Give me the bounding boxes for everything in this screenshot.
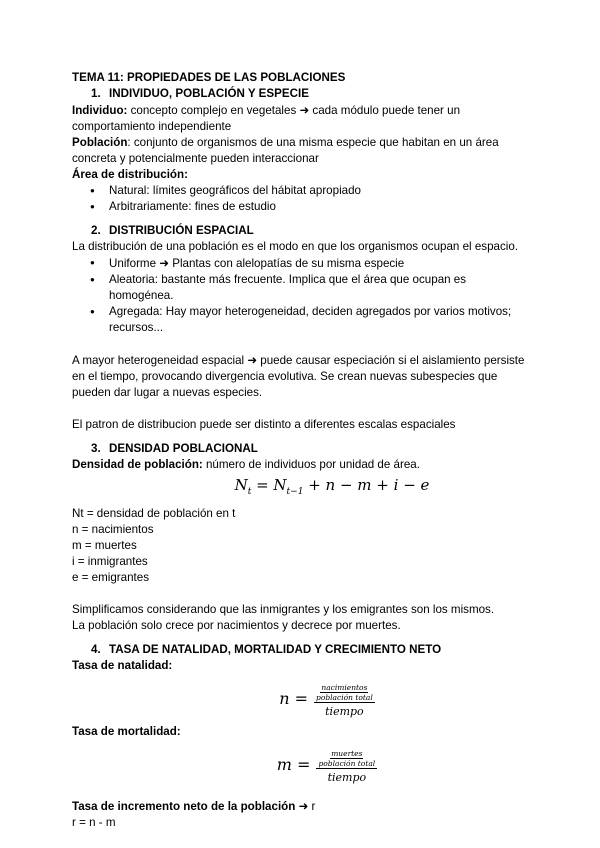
section-1-heading bbox=[91, 86, 532, 102]
natalidad-numerator bbox=[314, 678, 375, 703]
legend-line: Nt = densidad de población en t bbox=[72, 507, 236, 520]
natalidad-formula bbox=[72, 678, 532, 720]
list-item: ● Natural: límites geográficos del hábitat apropiado bbox=[72, 183, 532, 199]
densidad-text: número de individuos por unidad de área. bbox=[202, 458, 420, 471]
arrow-icon: ➜ bbox=[298, 799, 309, 813]
eq-equals: = bbox=[251, 476, 274, 494]
individuo-label: Individuo: bbox=[72, 104, 128, 117]
legend-line: n = nacimientos bbox=[72, 523, 154, 536]
natalidad-inner-den: población total bbox=[316, 693, 373, 702]
section-2-title: DISTRIBUCIÓN ESPACIAL bbox=[109, 224, 254, 237]
area-list bbox=[72, 183, 532, 215]
poblacion-text: : conjunto de organismos de una misma especie que habitan en un área concreta y potencialmente pueden interaccionar bbox=[72, 136, 499, 165]
mortalidad-denominator: tiempo bbox=[327, 771, 367, 784]
section-2-number: 2. bbox=[91, 224, 101, 237]
section-4-title: TASA DE NATALIDAD, MORTALIDAD Y CRECIMIENTO NETO bbox=[109, 643, 442, 656]
natalidad-denominator: tiempo bbox=[325, 705, 364, 718]
natalidad-fraction bbox=[314, 678, 375, 720]
arrow-icon: ➜ bbox=[247, 353, 258, 367]
mortalidad-numerator bbox=[316, 744, 377, 769]
mortalidad-formula bbox=[72, 744, 532, 786]
incremento-line bbox=[72, 798, 532, 815]
eq-n: N bbox=[234, 476, 248, 494]
population-equation bbox=[72, 475, 532, 502]
simplificamos-line: Simplificamos considerando que las inmigrantes y los emigrantes son los mismos. bbox=[72, 603, 495, 616]
section-3-title: DENSIDAD POBLACIONAL bbox=[109, 442, 258, 455]
natalidad-inner-num: nacimientos bbox=[321, 683, 368, 692]
natalidad-label: Tasa de natalidad: bbox=[72, 659, 173, 672]
incremento-label: Tasa de incremento neto de la población bbox=[72, 800, 299, 813]
list-item: ● Agregada: Hay mayor heterogeneidad, deciden agregados por varios motivos; recursos... bbox=[72, 304, 532, 336]
list-item: ● Arbitrariamente: fines de estudio bbox=[72, 199, 532, 215]
distribucion-list bbox=[72, 255, 532, 336]
list-item: ● Aleatoria: bastante más frecuente. Implica que el área que ocupan es homogénea. bbox=[72, 272, 532, 304]
crecimiento-line: La población solo crece por nacimientos y decrece por muertes. bbox=[72, 619, 401, 632]
section-4-heading bbox=[91, 642, 532, 658]
incremento-r: r bbox=[308, 800, 316, 813]
mortalidad-inner-den: población total bbox=[318, 759, 376, 768]
mortalidad-inner-num: muertes bbox=[331, 749, 363, 758]
section-3-heading bbox=[91, 441, 532, 457]
individuo-text-a: concepto complejo en vegetales bbox=[127, 104, 300, 117]
document-page bbox=[72, 70, 532, 831]
section-1-number: 1. bbox=[91, 87, 101, 100]
legend-line: m = muertes bbox=[72, 539, 137, 552]
arrow-icon: ➜ bbox=[159, 256, 169, 270]
mortalidad-label: Tasa de mortalidad: bbox=[72, 725, 181, 738]
para-text-b: puede causar especiación si el aislamiento persiste en el tiempo, provocando divergencia evolutiva. Se crean nuevas subespecies que pueden dar lugar a nuevas especies. bbox=[72, 354, 525, 399]
area-label: Área de distribución: bbox=[72, 168, 188, 181]
section-2-heading bbox=[91, 223, 532, 239]
distribucion-intro: La distribución de una población es el modo en que los organismos ocupan el espacio. bbox=[72, 240, 519, 253]
eq-sub-t1: t−1 bbox=[286, 487, 304, 497]
eq-n2: N bbox=[273, 476, 287, 494]
eq-sub-t: t bbox=[247, 487, 252, 497]
doc-title: TEMA 11: PROPIEDADES DE LAS POBLACIONES bbox=[72, 71, 346, 84]
poblacion-def bbox=[72, 135, 532, 167]
arrow-icon: ➜ bbox=[299, 103, 310, 117]
para-text-a: A mayor heterogeneidad espacial bbox=[72, 354, 248, 367]
mortalidad-inner-fraction bbox=[318, 749, 375, 768]
uniforme-label: Uniforme bbox=[109, 257, 160, 270]
section-3-number: 3. bbox=[91, 442, 101, 455]
legend-line: e = emigrantes bbox=[72, 571, 150, 584]
list-item bbox=[72, 255, 532, 272]
natalidad-inner-fraction bbox=[316, 683, 373, 702]
natalidad-lhs: n = bbox=[279, 689, 309, 708]
section-4-number: 4. bbox=[91, 643, 101, 656]
patron-paragraph: El patron de distribucion puede ser distinto a diferentes escalas espaciales bbox=[72, 418, 456, 431]
densidad-def bbox=[72, 457, 532, 473]
section-1-title: INDIVIDUO, POBLACIÓN Y ESPECIE bbox=[109, 87, 309, 100]
heterogeneidad-paragraph bbox=[72, 352, 532, 401]
individuo-def bbox=[72, 102, 532, 135]
mortalidad-lhs: m = bbox=[276, 755, 311, 774]
mortalidad-fraction bbox=[316, 744, 377, 786]
incremento-equation: r = n - m bbox=[72, 816, 116, 829]
legend-line: i = inmigrantes bbox=[72, 555, 148, 568]
uniforme-text: Plantas con alelopatías de su misma especie bbox=[168, 257, 405, 270]
densidad-label: Densidad de población: bbox=[72, 458, 203, 471]
eq-rest: + n − m + i − e bbox=[303, 476, 430, 494]
poblacion-label: Población bbox=[72, 136, 128, 149]
individuo-text-b: cada módulo puede tener un comportamiento independiente bbox=[72, 104, 461, 133]
